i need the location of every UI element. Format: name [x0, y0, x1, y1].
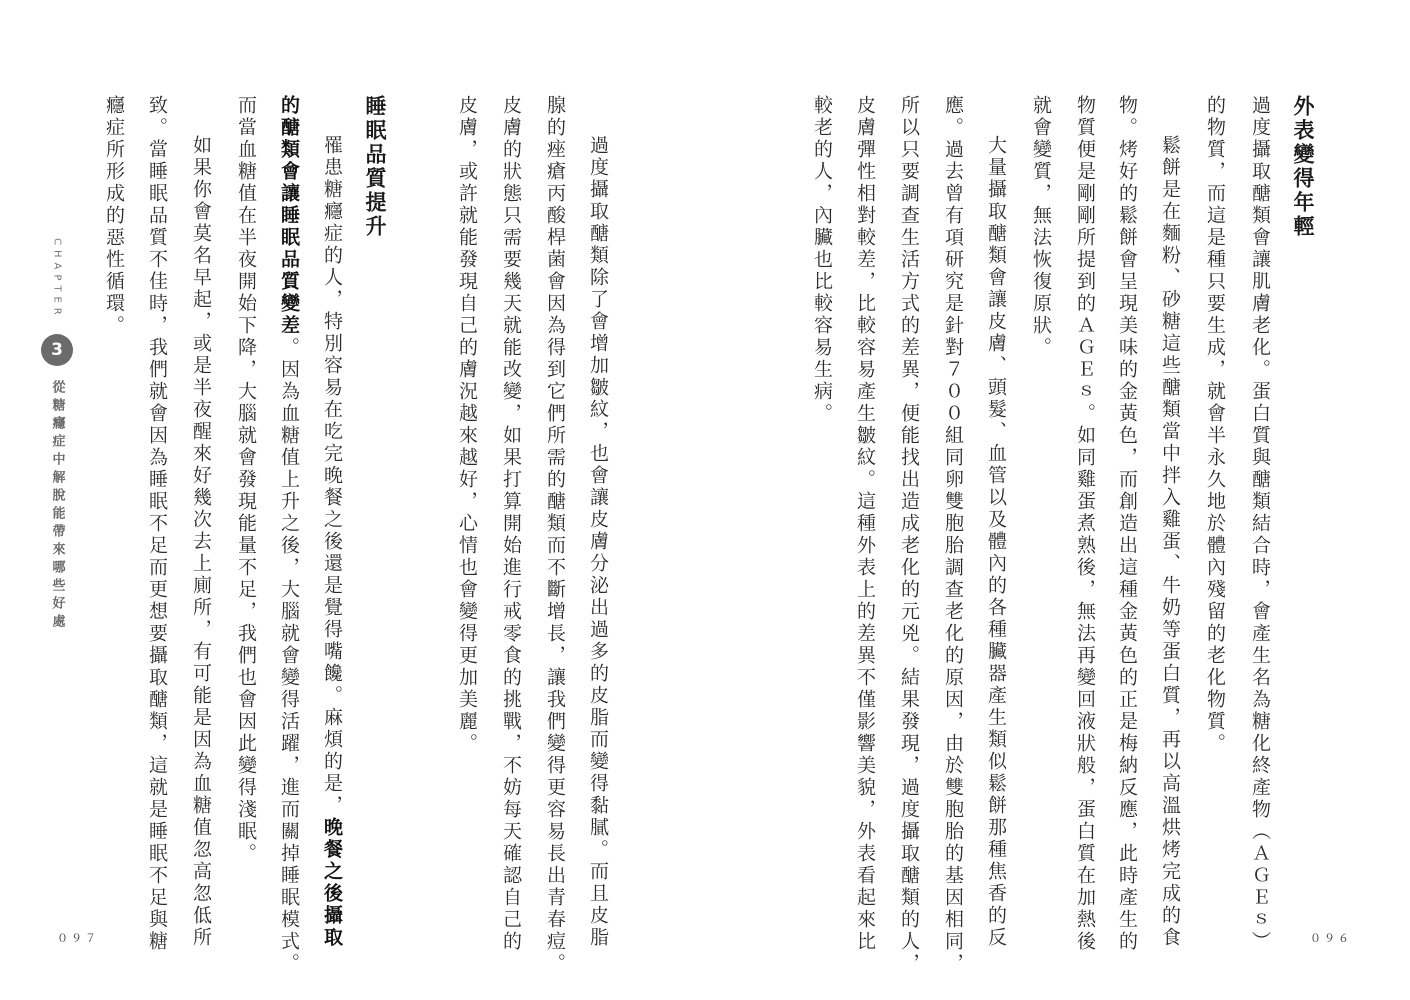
- body-line-p1-4: 皮膚，或許就能發現自己的膚況越來越好，心情也會變得更加美麗。: [456, 95, 478, 755]
- page-096: [705, 0, 1410, 1000]
- section-heading-appearance: 外表變得年輕: [1291, 95, 1315, 239]
- body-line-p2-1-text: 罹患糖癮症的人，特別容易在吃完晚餐之後還是覺得嘴饞。麻煩的是，: [321, 135, 343, 817]
- body-line-5: 物質便是剛剛所提到的ＡＧＥｓ。如同雞蛋煮熟後，無法再變回液狀般，蛋白質在加熱後: [1074, 95, 1096, 953]
- emphasis-sleep-quality: 的醣類會讓睡眠品質變差: [278, 95, 300, 337]
- page-number-097: ０９７: [57, 932, 99, 945]
- chapter-number-badge: 3: [41, 334, 73, 366]
- body-line-p1-2: 腺的痤瘡丙酸桿菌會因為得到它們所需的醣類而不斷增長，讓我們變得更容易長出青春痘。: [544, 95, 566, 975]
- running-head-chapter-label: CHAPTER: [51, 238, 63, 320]
- body-line-p2-1: [322, 135, 341, 949]
- body-line-p3-2: 致。當睡眠品質不佳時，我們就會因為睡眠不足而更想要攝取醣類，這就是睡眠不足與糖: [146, 95, 168, 953]
- section-heading-sleep: 睡眠品質提升: [363, 95, 387, 239]
- emphasis-after-dinner: 晚餐之後攝取: [321, 817, 343, 949]
- running-head-title: 從糖癮症中解脫能帶來哪些好處: [49, 379, 65, 632]
- body-line-p2-2: [279, 95, 298, 975]
- body-line-p1-1: 過度攝取醣類除了會增加皺紋，也會讓皮膚分泌出過多的皮脂而變得黏膩。而且皮脂: [587, 135, 609, 949]
- body-line-1: 過度攝取醣類會讓肌膚老化。蛋白質與醣類結合時，會產生名為糖化終產物（ＡＧＥｓ）: [1249, 95, 1271, 953]
- body-line-7: 大量攝取醣類會讓皮膚、頭髮、血管以及體內的各種臟器產生類似鬆餅那種焦香的反: [985, 135, 1007, 949]
- body-line-6: 就會變質，無法恢復原狀。: [1030, 95, 1052, 359]
- body-line-3: 鬆餅是在麵粉、砂糖這些醣類當中拌入雞蛋、牛奶等蛋白質，再以高溫烘烤完成的食: [1159, 135, 1181, 949]
- body-line-p3-1: 如果你會莫名早起，或是半夜醒來好幾次去上廁所，有可能是因為血糖值忽高忽低所: [190, 135, 212, 949]
- page-number-096: ０９６: [1310, 932, 1352, 945]
- body-line-2: 的物質，而這是種只要生成，就會半永久地於體內殘留的老化物質。: [1204, 95, 1226, 755]
- running-head: [40, 238, 74, 632]
- body-line-10: 皮膚彈性相對較差，比較容易產生皺紋。這種外表上的差異不僅影響美貌，外表看起來比: [854, 95, 876, 953]
- body-line-9: 所以只要調查生活方式的差異，便能找出造成老化的元兇。結果發現，過度攝取醣類的人，: [898, 95, 920, 975]
- body-line-p3-3: 癮症所形成的惡性循環。: [103, 95, 125, 337]
- body-line-p2-3: 而當血糖值在半夜開始下降，大腦就會發現能量不足，我們也會因此變得淺眠。: [235, 95, 257, 865]
- body-line-p1-3: 皮膚的狀態只需要幾天就能改變，如果打算開始進行戒零食的挑戰，不妨每天確認自己的: [500, 95, 522, 953]
- body-line-8: 應。過去曾有項研究是針對７００組同卵雙胞胎調查老化的原因，由於雙胞胎的基因相同，: [942, 95, 964, 975]
- body-line-4: 物。烤好的鬆餅會呈現美味的金黃色，而創造出這種金黃色的正是梅納反應，此時產生的: [1116, 95, 1138, 953]
- body-line-11: 較老的人，內臟也比較容易生病。: [811, 95, 833, 425]
- body-line-p2-2-text: 。因為血糖值上升之後，大腦就會變得活躍，進而關掉睡眠模式。: [278, 337, 300, 975]
